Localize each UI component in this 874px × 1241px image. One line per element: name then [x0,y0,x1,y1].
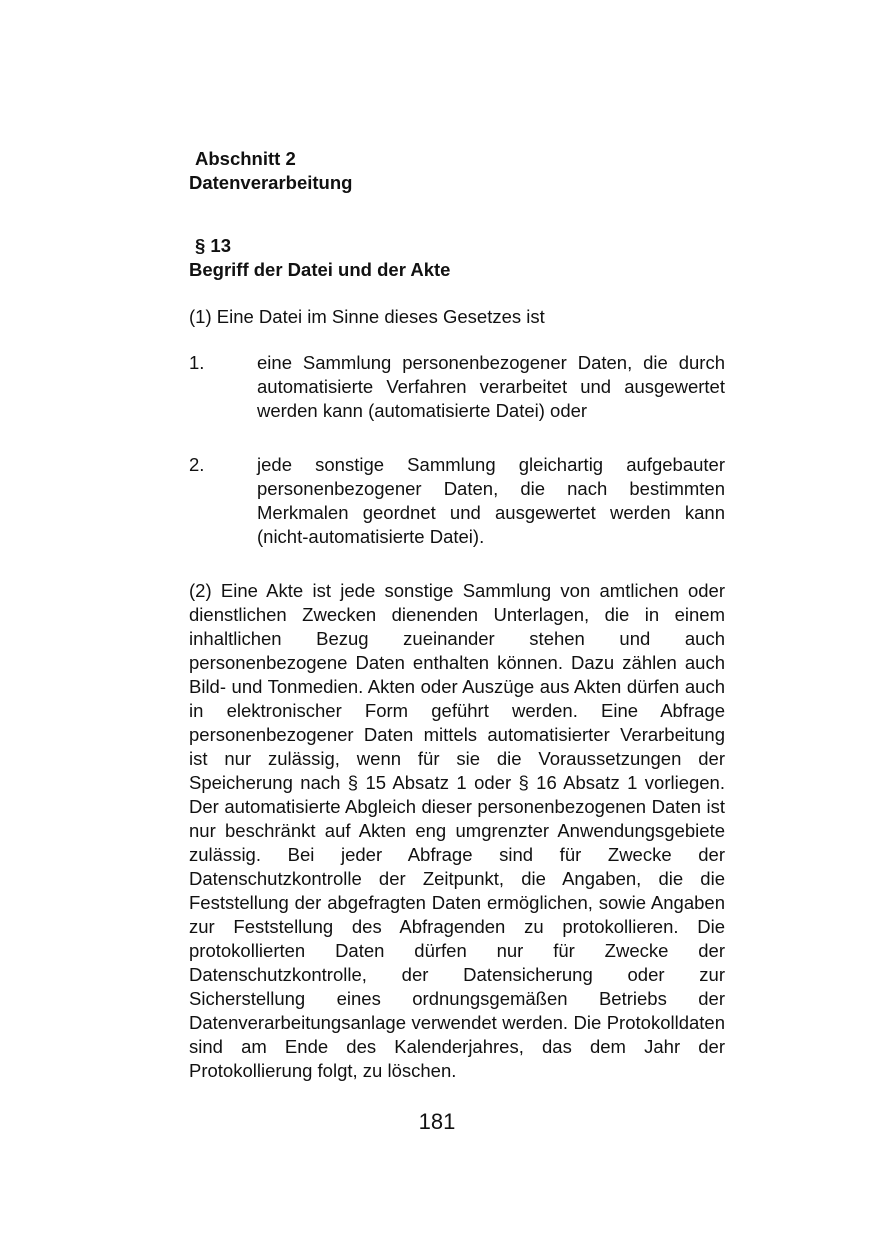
list-item [189,351,725,423]
section-number: § 13 [195,235,232,256]
paragraph-1-intro: (1) Eine Datei im Sinne dieses Gesetzes ist [189,306,545,327]
chapter-label: Abschnitt 2 [195,148,296,169]
page-number: 181 [418,1109,456,1134]
list-item-number: 2. [189,454,205,475]
list-item-text: eine Sammlung personenbezogener Daten, die durch automatisierte Verfahren verarbeitet und ausgewertet werden kann (automatisierte Datei) oder [257,352,725,421]
chapter-title: Datenverarbeitung [189,172,353,193]
document-page [189,147,725,1083]
paragraph-2: (2) Eine Akte ist jede sonstige Sammlung von amtlichen oder dienstlichen Zwecken dienenden Unterlagen, die in einem inhaltlichen Bezug zueinander stehen und auch personenbezogene Daten enthalten können. Dazu zählen auch Bild- und Tonmedien. Akten oder Auszüge aus Akten dürfen auch in elektronischer Form geführt werden. Eine Abfrage personenbezogener Daten mittels automatisierter Verarbeitung ist nur zulässig, wenn für sie die Voraussetzungen der Speicherung nach § 15 Absatz 1 oder § 16 Absatz 1 vorliegen. Der automatisierte Abgleich dieser personenbezogenen Daten ist nur beschränkt auf Akten eng umgrenzter Anwendungsgebiete zulässig. Bei jeder Abfrage sind für Zwecke der Datenschutzkontrolle der Zeitpunkt, die Angaben, die die Feststellung der abgefragten Daten ermöglichen, sowie Angaben zur Feststellung des Abfragenden zu protokollieren. Die protokollierten Daten dürfen nur für Zwecke der Datenschutzkontrolle, der Datensicherung oder zur Sicherstellung eines ordnungsgemäßen Betriebs der Datenverarbeitungsanlage verwendet werden. Die Protokolldaten sind am Ende des Kalenderjahres, das dem Jahr der Protokollierung folgt, zu löschen. [189,580,725,1081]
section-title: Begriff der Datei und der Akte [189,259,451,280]
list-item-text: jede sonstige Sammlung gleichartig aufgebauter personenbezogener Daten, die nach bestimmten Merkmalen geordnet und ausgewertet werden kann (nicht-automatisierte Datei). [257,454,725,547]
list-item [189,453,725,549]
list-item-number: 1. [189,352,205,373]
